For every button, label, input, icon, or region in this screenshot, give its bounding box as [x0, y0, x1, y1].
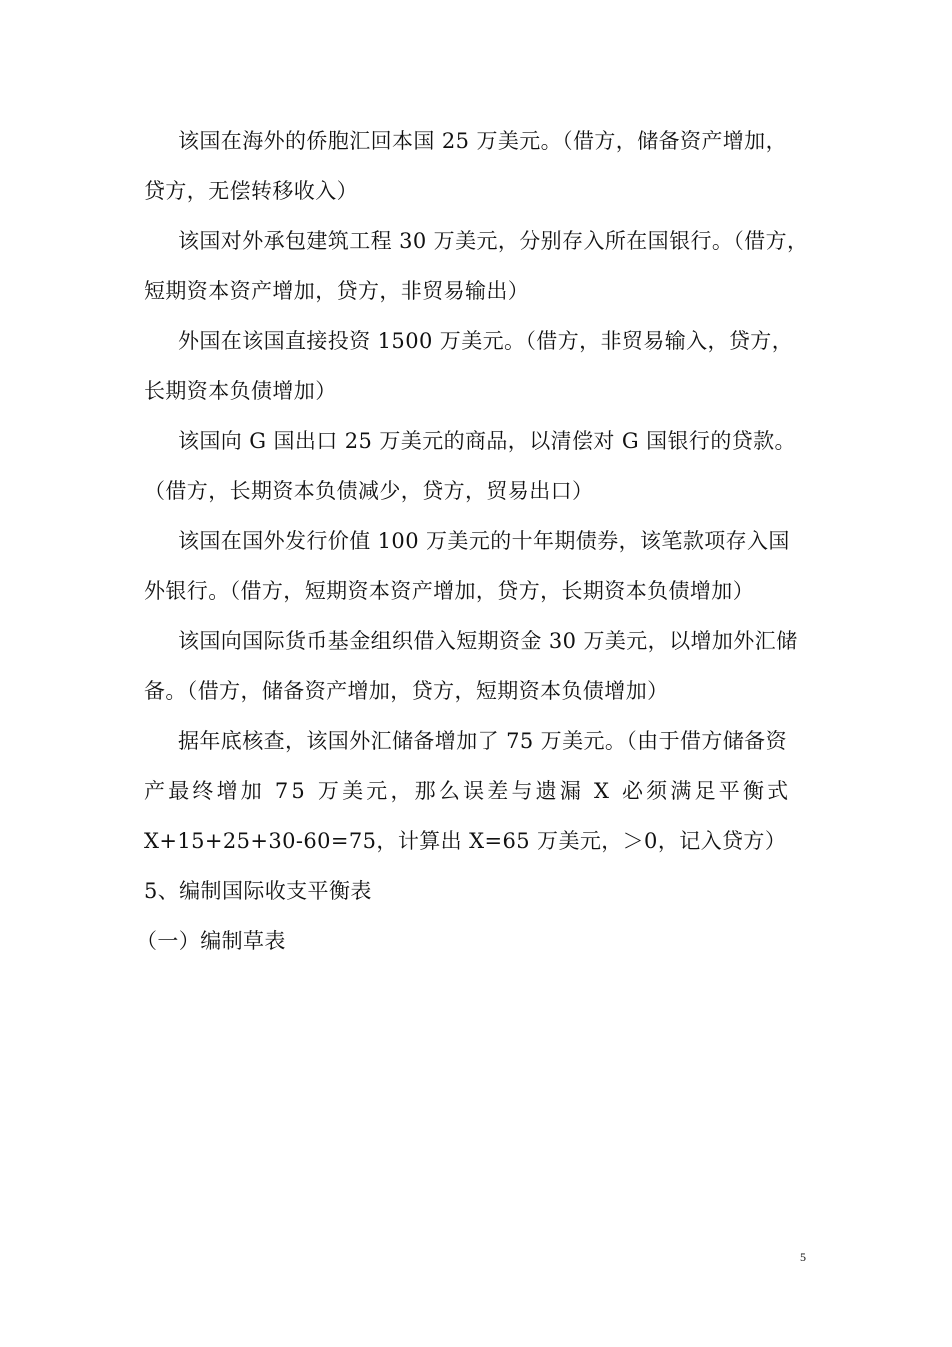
subsection-heading: （一）编制草表: [136, 929, 286, 953]
paragraph-line-5: 外国在该国直接投资 1500 万美元。（借方，非贸易输入，贷方，: [178, 329, 794, 353]
paragraph-line-11: 该国向国际货币基金组织借入短期资金 30 万美元，以增加外汇储: [178, 629, 798, 653]
paragraph-line-2: 贷方，无偿转移收入）: [144, 179, 358, 203]
paragraph-line-6: 长期资本负债增加）: [144, 379, 337, 403]
page-number: 5: [800, 1250, 806, 1264]
paragraph-line-1: 该国在海外的侨胞汇回本国 25 万美元。（借方，储备资产增加，: [178, 129, 787, 153]
paragraph-line-15: X+15+25+30-60=75，计算出 X=65 万美元，＞0，记入贷方）: [144, 829, 787, 853]
paragraph-line-14: 产最终增加 75 万美元，那么误差与遗漏 X 必须满足平衡式: [144, 779, 792, 803]
paragraph-line-10: 外银行。（借方，短期资本资产增加，贷方，长期资本负债增加）: [144, 579, 755, 603]
paragraph-line-13: 据年底核查，该国外汇储备增加了 75 万美元。（由于借方储备资: [178, 729, 787, 753]
paragraph-line-8: （借方，长期资本负债减少，贷方，贸易出口）: [144, 479, 594, 503]
paragraph-line-4: 短期资本资产增加，贷方，非贸易输出）: [144, 279, 530, 303]
paragraph-line-3: 该国对外承包建筑工程 30 万美元，分别存入所在国银行。（借方，: [178, 229, 809, 253]
section-heading: 5、编制国际收支平衡表: [144, 879, 372, 903]
paragraph-line-7: 该国向 G 国出口 25 万美元的商品，以清偿对 G 国银行的贷款。: [178, 429, 796, 453]
paragraph-line-12: 备。（借方，储备资产增加，贷方，短期资本负债增加）: [144, 679, 669, 703]
paragraph-line-9: 该国在国外发行价值 100 万美元的十年期债券，该笔款项存入国: [178, 529, 790, 553]
